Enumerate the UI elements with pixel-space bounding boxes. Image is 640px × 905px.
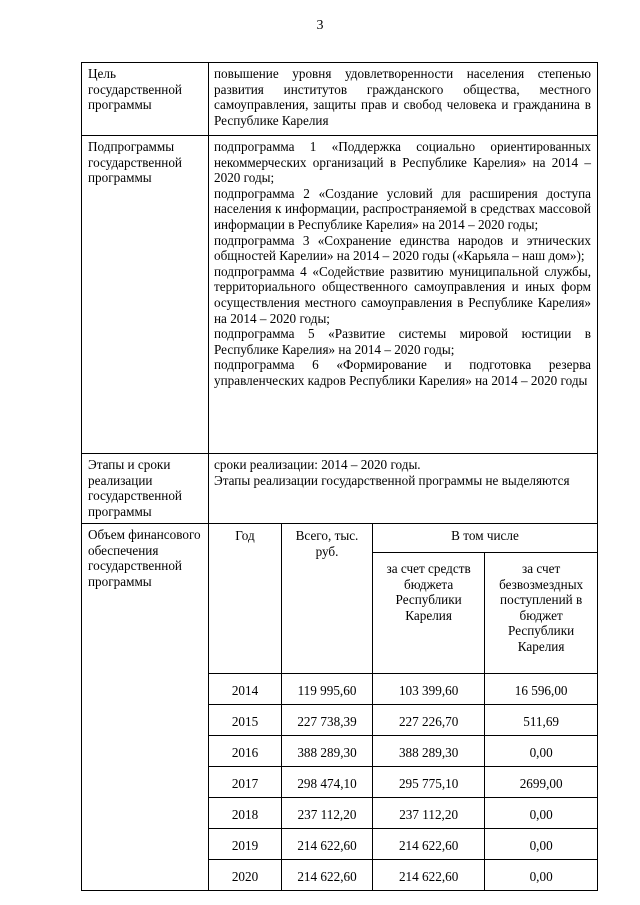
header-total: Всего, тыс. руб.	[282, 524, 373, 674]
cell-budget: 237 112,20	[373, 798, 485, 829]
cell-total: 298 474,10	[282, 767, 373, 798]
subprogram-item: подпрограмма 4 «Содействие развитию муниципальной службы, территориального общественного самоуправления и иных форм осуществления местного самоуправления в Республике Карелия» на 2014 – 2020 годы;	[214, 263, 591, 326]
finance-header-row	[209, 524, 597, 553]
cell-total: 214 622,60	[282, 829, 373, 860]
goal-value: повышение уровня удовлетворенности населения степенью развития институтов гражданского общества, местного самоуправления, защиты прав и свобод человека и гражданина в Республике Карелия	[209, 63, 598, 136]
cell-budget: 227 226,70	[373, 705, 485, 736]
subprogram-item: подпрограмма 6 «Формирование и подготовка резерва управленческих кадров Республики Карелия» на 2014 – 2020 годы	[214, 357, 591, 388]
cell-budget: 214 622,60	[373, 860, 485, 891]
header-budget: за счет средств бюджета Республики Карелия	[373, 553, 485, 674]
cell-free: 0,00	[485, 829, 597, 860]
subprogram-item: подпрограмма 3 «Сохранение единства народов и этнических общностей Карелии» на 2014 – 2020 годы («Карьяла – наш дом»);	[214, 232, 591, 264]
goal-label: Цель государственной программы	[82, 63, 209, 136]
header-year: Год	[209, 524, 282, 674]
cell-total: 119 995,60	[282, 674, 373, 705]
cell-budget: 103 399,60	[373, 674, 485, 705]
cell-year: 2019	[209, 829, 282, 860]
stages-note: Этапы реализации государственной программы не выделяются	[214, 472, 570, 488]
page-number: 3	[316, 18, 324, 33]
subprogram-item: подпрограмма 1 «Поддержка социально ориентированных некоммерческих организаций в Республике Карелия» на 2014 – 2020 годы;	[214, 139, 591, 186]
subprograms-list	[209, 136, 598, 454]
finance-table-cell	[209, 524, 598, 891]
table-row	[209, 736, 597, 767]
header-including: В том числе	[373, 524, 598, 553]
cell-free: 2699,00	[485, 767, 597, 798]
cell-free: 0,00	[485, 798, 597, 829]
subprogram-item: подпрограмма 5 «Развитие системы мировой юстиции в Республике Карелия» на 2014 – 2020 годы;	[214, 326, 591, 357]
cell-total: 227 738,39	[282, 705, 373, 736]
stages-label: Этапы и сроки реализации государственной программы	[82, 454, 209, 524]
subprograms-label: Подпрограммы государственной программы	[82, 136, 209, 454]
stages-row	[82, 454, 598, 524]
cell-budget: 295 775,10	[373, 767, 485, 798]
cell-year: 2020	[209, 860, 282, 891]
finance-table	[209, 524, 597, 890]
cell-free: 0,00	[485, 736, 597, 767]
cell-free: 511,69	[485, 705, 597, 736]
stages-term: сроки реализации: 2014 – 2020 годы.	[214, 457, 421, 472]
header-free: за счет безвозмездных поступлений в бюджет Республики Карелия	[485, 553, 597, 674]
table-row	[209, 860, 597, 891]
cell-total: 388 289,30	[282, 736, 373, 767]
subprogram-item: подпрограмма 2 «Создание условий для расширения доступа населения к информации, распространяемой в средствах массовой информации в Республике Карелия» на 2014 – 2020 годы;	[214, 185, 591, 232]
cell-year: 2016	[209, 736, 282, 767]
table-row	[209, 829, 597, 860]
cell-year: 2018	[209, 798, 282, 829]
cell-budget: 214 622,60	[373, 829, 485, 860]
goal-row	[82, 63, 598, 136]
cell-free: 16 596,00	[485, 674, 597, 705]
subprograms-row	[82, 136, 598, 454]
cell-free: 0,00	[485, 860, 597, 891]
program-passport-table	[81, 62, 598, 891]
stages-value	[209, 454, 598, 524]
cell-year: 2014	[209, 674, 282, 705]
cell-total: 237 112,20	[282, 798, 373, 829]
table-row	[209, 767, 597, 798]
cell-total: 214 622,60	[282, 860, 373, 891]
finance-row	[82, 524, 598, 891]
cell-year: 2015	[209, 705, 282, 736]
cell-budget: 388 289,30	[373, 736, 485, 767]
table-row	[209, 705, 597, 736]
table-row	[209, 798, 597, 829]
table-row	[209, 674, 597, 705]
finance-label: Объем финансового обеспечения государственной программы	[82, 524, 209, 891]
cell-year: 2017	[209, 767, 282, 798]
